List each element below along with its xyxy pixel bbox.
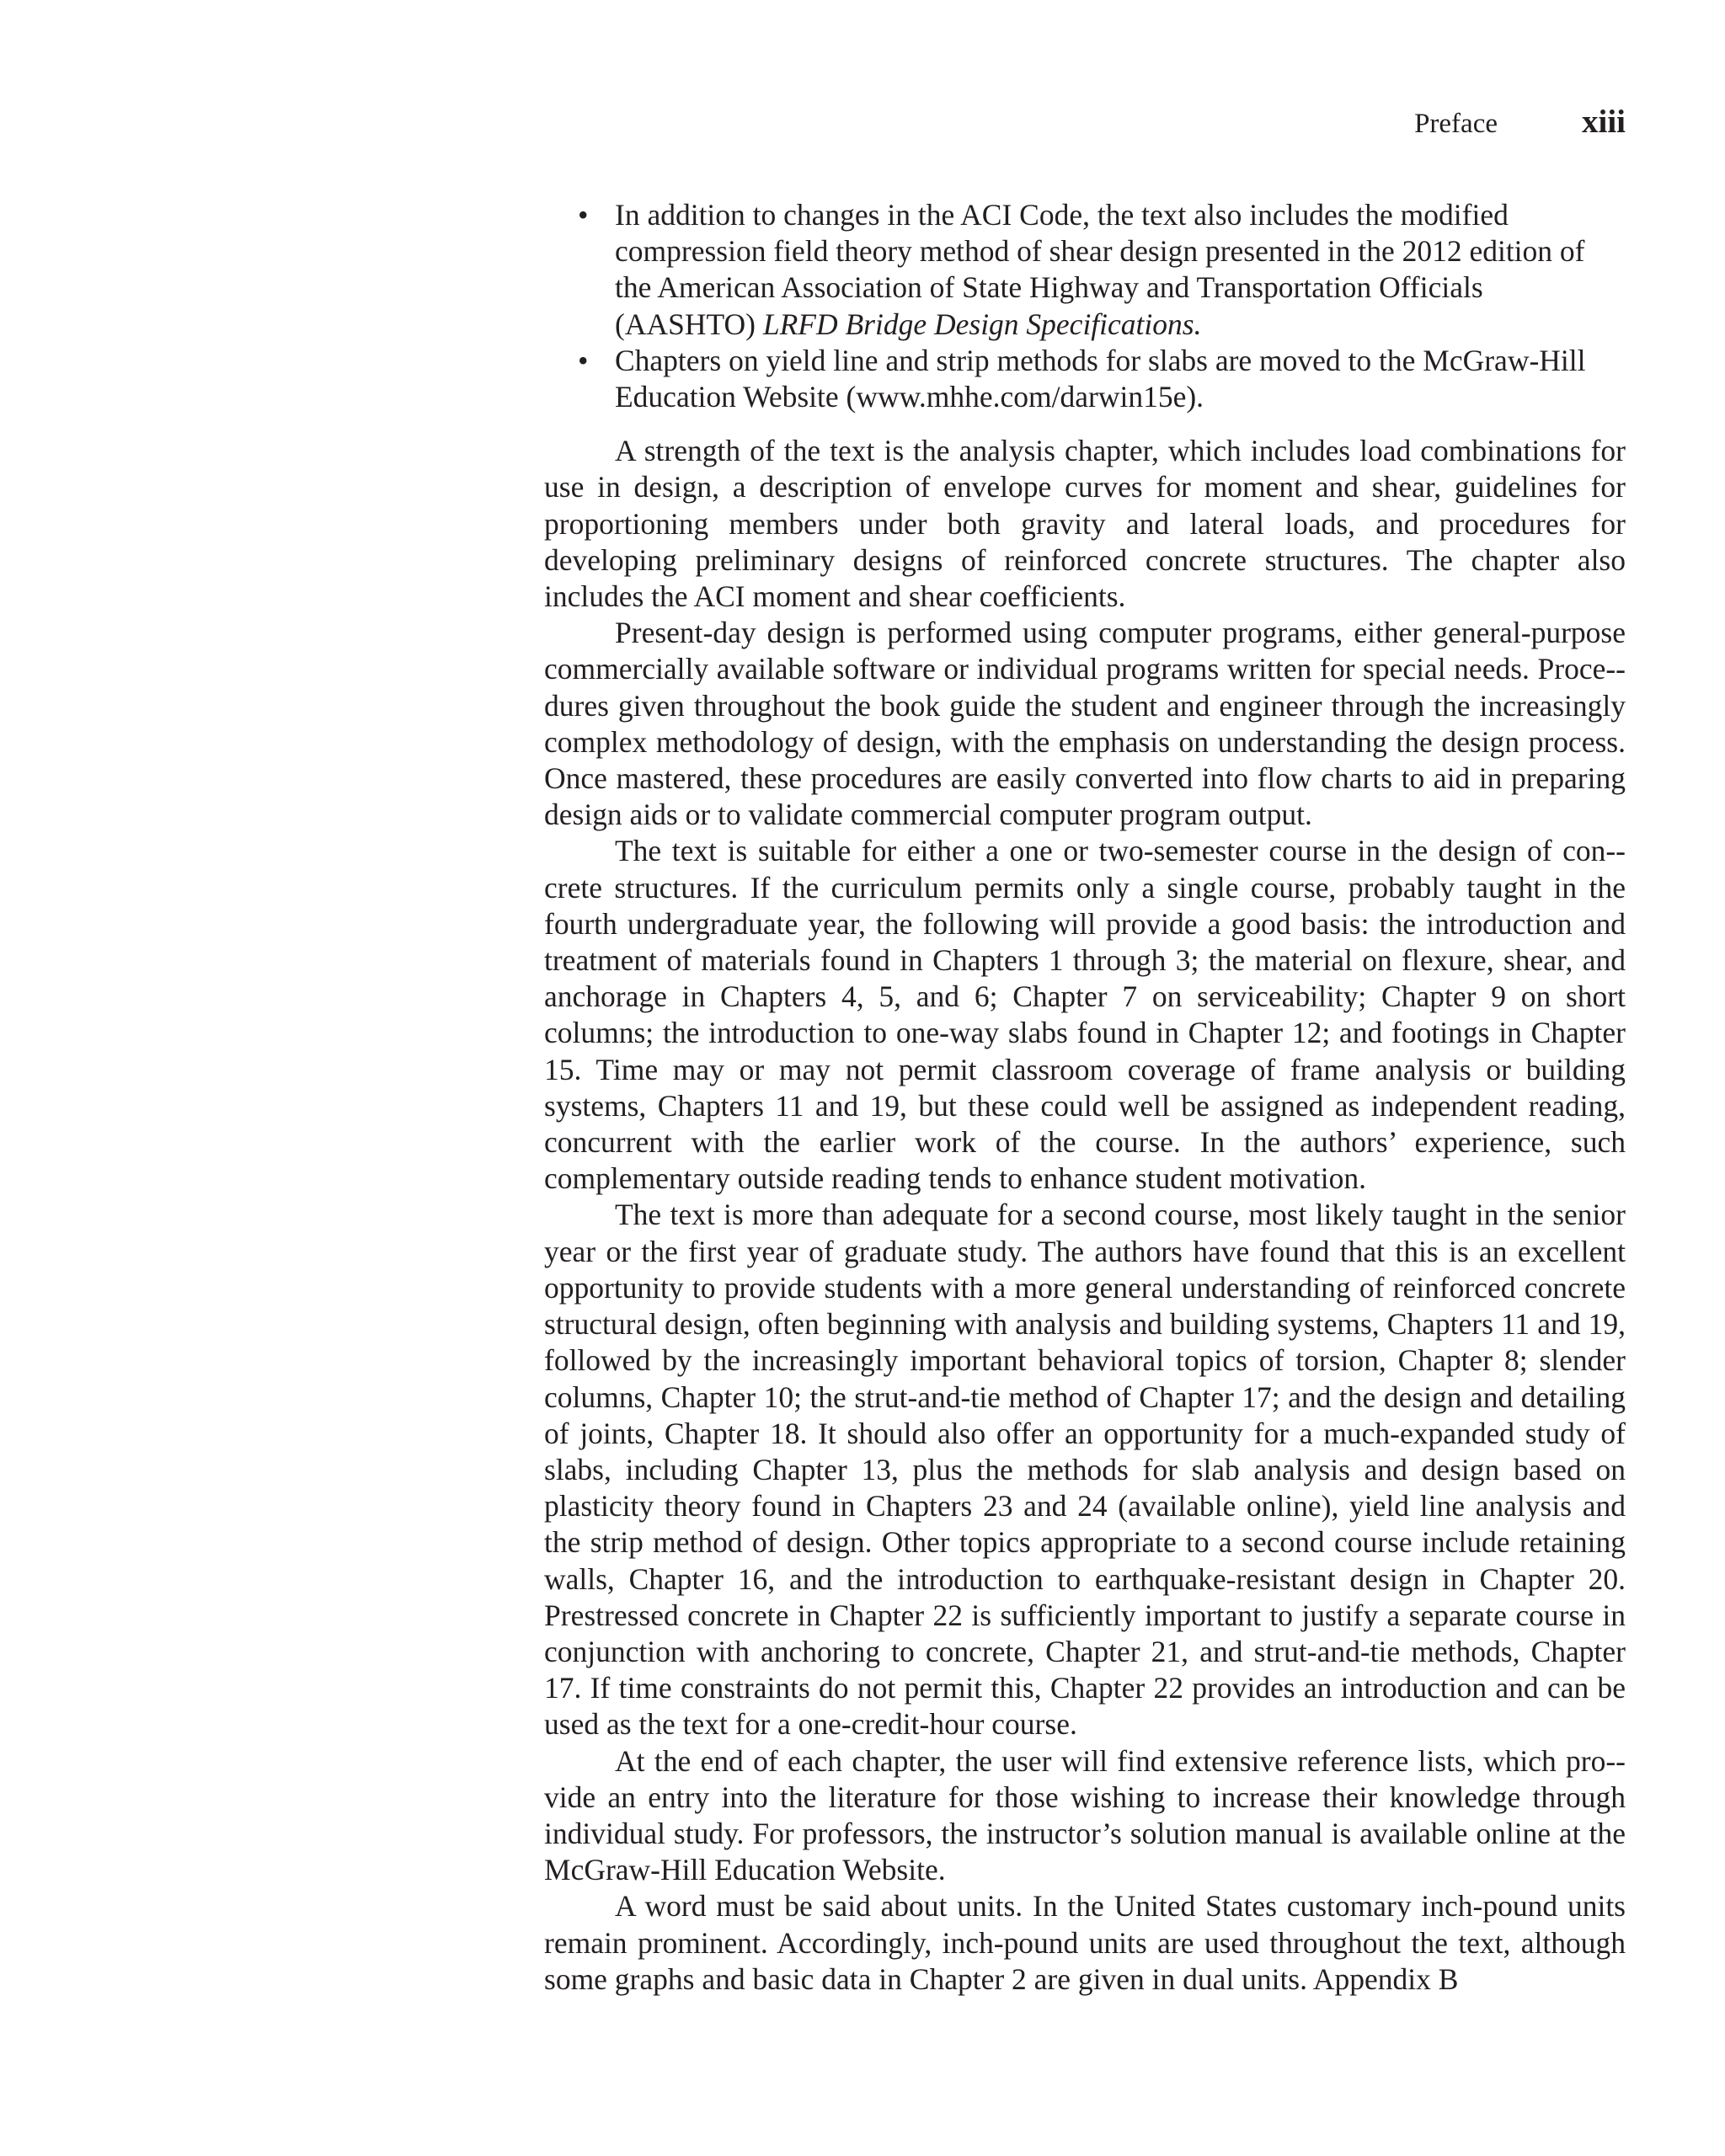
paragraph: At the end of each chapter, the user will find extensive reference lists, which pro-vide an entry into the literature for those wishing to increase their knowledge through individual study. For professors, the instructor’s solution manual is available online at the McGraw-Hill Education Website.	[544, 1743, 1626, 1887]
bullet-list	[544, 197, 1626, 415]
bullet-dot-icon	[578, 197, 588, 233]
bullet-text: In addition to changes in the ACI Code, the text also includes the modified compression field theory method of shear design presented in the 2012 edition of the American Association of State Highway and Transportation Officials (AASHTO)	[615, 198, 1585, 341]
paragraph: The text is suitable for either a one or two-semester course in the design of con-crete structures. If the curriculum permits only a single course, probably taught in the fourth undergraduate year, the following will provide a good basis: the introduction and treatment of materials found in Chapters 1 through 3; the material on flexure, shear, and anchorage in Chapters 4, 5, and 6; Chapter 7 on serviceability; Chapter 9 on short columns; the introduction to one-way slabs found in Chapter 12; and footings in Chapter 15. Time may or may not permit classroom coverage of frame analysis or building systems, Chapters 11 and 19, but these could well be assigned as independent reading, concurrent with the earlier work of the course. In the authors’ experience, such complementary outside reading tends to enhance student motivation.	[544, 834, 1626, 1196]
paragraph: A strength of the text is the analysis chapter, which includes load combinations for use in design, a description of envelope curves for moment and shear, guidelines for proportioning members under both gravity and lateral loads, and procedures for developing preliminary designs of reinforced concrete structures. The chapter also includes the ACI moment and shear coefficients.	[544, 434, 1626, 614]
paragraph: Present-day design is performed using computer programs, either general-purpose commercially available software or individual programs written for special needs. Proce-dures given throughout the book guide the student and engineer through the increasingly complex methodology of design, with the emphasis on understanding the design process. Once mastered, these procedures are easily converted into flow charts to aid in preparing design aids or to validate commercial computer program output.	[544, 616, 1626, 832]
bullet-list-spacer	[544, 415, 1626, 433]
paragraph: A word must be said about units. In the United States customary inch-pound units remain prominent. Accordingly, inch-pound units are used throughout the text, although some graphs and basic data in Chapter 2 are given in dual units. Appendix B	[544, 1889, 1626, 1996]
page-body	[544, 197, 1626, 1998]
bullet-item	[544, 197, 1626, 343]
bullet-text: Chapters on yield line and strip methods for slabs are moved to the McGraw-Hill Education Website (www.mhhe.com/darwin15e).	[615, 343, 1586, 414]
running-head	[1414, 103, 1626, 143]
bullet-italic-title: LRFD Bridge Design Specifications.	[762, 307, 1202, 341]
bullet-item	[544, 343, 1626, 415]
paragraph: The text is more than adequate for a second course, most likely taught in the senior year or the first year of graduate study. The authors have found that this is an excellent opportunity to provide students with a more general understanding of reinforced concrete structural design, often beginning with analysis and building systems, Chapters 11 and 19, followed by the increasingly important behavioral topics of torsion, Chapter 8; slender columns, Chapter 10; the strut-and-tie method of Chapter 17; and the design and detailing of joints, Chapter 18. It should also offer an opportunity for a much-expanded study of slabs, including Chapter 13, plus the methods for slab analysis and design based on plasticity theory found in Chapters 23 and 24 (available online), yield line analysis and the strip method of design. Other topics appropriate to a second course include retaining walls, Chapter 16, and the introduction to earthquake-resistant design in Chapter 20. Prestressed concrete in Chapter 22 is sufficiently important to justify a separate course in conjunction with anchoring to concrete, Chapter 21, and strut-and-tie methods, Chapter 17. If time constraints do not permit this, Chapter 22 provides an introduction and can be used as the text for a one-credit-hour course.	[544, 1198, 1626, 1742]
page-number: xiii	[1581, 104, 1626, 140]
running-head-section: Preface	[1414, 109, 1498, 139]
bullet-dot-icon	[578, 343, 588, 379]
